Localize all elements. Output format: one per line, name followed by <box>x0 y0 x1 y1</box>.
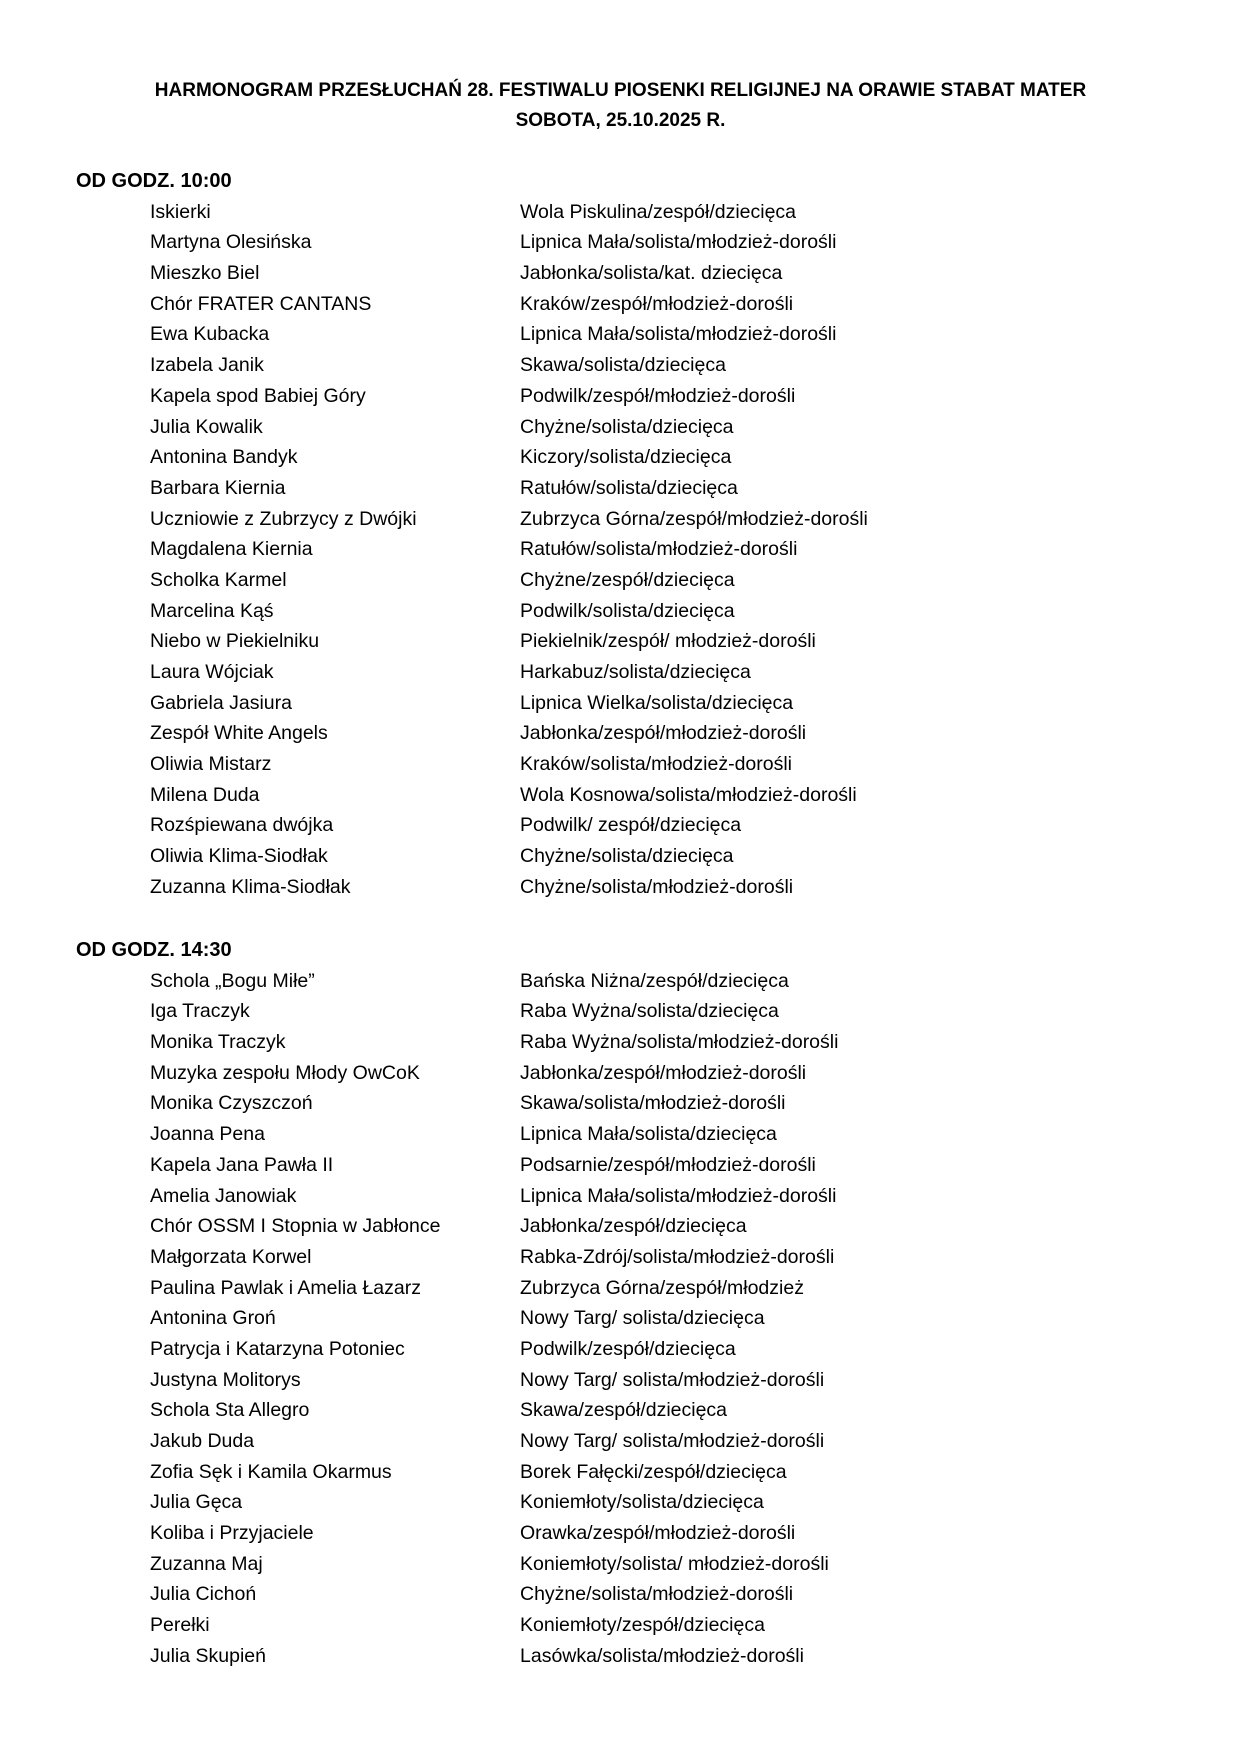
performer-details: Rabka-Zdrój/solista/młodzież-dorośli <box>520 1245 835 1268</box>
performer-name: Muzyka zespołu Młody OwCoK <box>150 1061 420 1084</box>
performer-name: Barbara Kiernia <box>150 476 286 499</box>
performer-row <box>0 1549 1241 1580</box>
performer-list <box>0 197 1241 903</box>
performer-row <box>0 565 1241 596</box>
performer-name: Koliba i Przyjaciele <box>150 1522 314 1545</box>
performer-name: Magdalena Kiernia <box>150 538 313 561</box>
performer-row <box>0 381 1241 412</box>
performer-row <box>0 810 1241 841</box>
performer-row <box>0 1242 1241 1273</box>
performer-details: Wola Kosnowa/solista/młodzież-dorośli <box>520 783 857 806</box>
performer-details: Orawka/zespół/młodzież-dorośli <box>520 1522 796 1545</box>
performer-details: Kiczory/solista/dziecięca <box>520 446 732 469</box>
performer-row <box>0 596 1241 627</box>
performer-name: Iga Traczyk <box>150 1000 250 1023</box>
performer-details: Nowy Targ/ solista/dziecięca <box>520 1307 765 1330</box>
performer-row <box>0 350 1241 381</box>
performer-list <box>0 966 1241 1672</box>
performer-details: Lipnica Mała/solista/dziecięca <box>520 1123 777 1146</box>
performer-details: Chyżne/solista/dziecięca <box>520 845 734 868</box>
performer-details: Raba Wyżna/solista/dziecięca <box>520 1000 779 1023</box>
performer-row <box>0 227 1241 258</box>
performer-details: Ratułów/solista/młodzież-dorośli <box>520 538 798 561</box>
performer-row <box>0 996 1241 1027</box>
performer-name: Chór FRATER CANTANS <box>150 292 372 315</box>
performer-row <box>0 1058 1241 1089</box>
performer-row <box>0 1426 1241 1457</box>
performer-name: Julia Gęca <box>150 1491 243 1514</box>
performer-name: Chór OSSM I Stopnia w Jabłonce <box>150 1215 441 1238</box>
performer-name: Justyna Molitorys <box>150 1368 301 1391</box>
performer-row <box>0 1119 1241 1150</box>
performer-row <box>0 442 1241 473</box>
performer-details: Piekielnik/zespół/ młodzież-dorośli <box>520 630 816 653</box>
performer-details: Jabłonka/zespół/dziecięca <box>520 1215 747 1238</box>
performer-row <box>0 1518 1241 1549</box>
performer-row <box>0 289 1241 320</box>
performer-name: Paulina Pawlak i Amelia Łazarz <box>150 1276 421 1299</box>
performer-row <box>0 319 1241 350</box>
performer-details: Zubrzyca Górna/zespół/młodzież <box>520 1276 804 1299</box>
performer-name: Patrycja i Katarzyna Potoniec <box>150 1337 405 1360</box>
performer-details: Podwilk/ zespół/dziecięca <box>520 814 742 837</box>
performer-details: Raba Wyżna/solista/młodzież-dorośli <box>520 1031 839 1054</box>
performer-name: Izabela Janik <box>150 354 264 377</box>
performer-details: Lipnica Mała/solista/młodzież-dorośli <box>520 1184 837 1207</box>
performer-name: Marcelina Kąś <box>150 599 274 622</box>
performer-details: Nowy Targ/ solista/młodzież-dorośli <box>520 1368 825 1391</box>
performer-name: Gabriela Jasiura <box>150 691 292 714</box>
performer-row <box>0 872 1241 903</box>
performer-details: Chyżne/solista/dziecięca <box>520 415 734 438</box>
performer-name: Schola Sta Allegro <box>150 1399 310 1422</box>
performer-name: Julia Cichoń <box>150 1583 257 1606</box>
performer-name: Kapela Jana Pawła II <box>150 1153 334 1176</box>
performer-row <box>0 1610 1241 1641</box>
performer-name: Oliwia Klima-Siodłak <box>150 845 328 868</box>
performer-name: Zuzanna Klima-Siodłak <box>150 875 351 898</box>
performer-row <box>0 1487 1241 1518</box>
performer-name: Uczniowie z Zubrzycy z Dwójki <box>150 507 417 530</box>
performer-row <box>0 780 1241 811</box>
performer-name: Mieszko Biel <box>150 262 260 285</box>
performer-details: Nowy Targ/ solista/młodzież-dorośli <box>520 1430 825 1452</box>
performer-details: Skawa/zespół/dziecięca <box>520 1399 728 1422</box>
performer-name: Milena Duda <box>150 783 260 806</box>
performer-details: Ratułów/solista/dziecięca <box>520 476 738 499</box>
performer-details: Chyżne/solista/młodzież-dorośli <box>520 875 794 898</box>
performer-name: Julia Skupień <box>150 1644 266 1667</box>
performer-name: Jakub Duda <box>150 1430 255 1452</box>
performer-name: Oliwia Mistarz <box>150 753 272 776</box>
performer-details: Lasówka/solista/młodzież-dorośli <box>520 1644 804 1667</box>
performer-details: Podwilk/solista/dziecięca <box>520 599 735 622</box>
performer-name: Rozśpiewana dwójka <box>150 814 334 837</box>
performer-row <box>0 1273 1241 1304</box>
performer-row <box>0 1334 1241 1365</box>
performer-row <box>0 1211 1241 1242</box>
performer-name: Ewa Kubacka <box>150 323 270 346</box>
performer-details: Chyżne/zespół/dziecięca <box>520 568 735 591</box>
performer-details: Zubrzyca Górna/zespół/młodzież-dorośli <box>520 507 868 530</box>
performer-name: Zuzanna Maj <box>150 1552 263 1575</box>
performer-name: Schola „Bogu Miłe” <box>150 969 315 992</box>
performer-details: Bańska Niżna/zespół/dziecięca <box>520 969 789 992</box>
performer-details: Chyżne/solista/młodzież-dorośli <box>520 1583 794 1606</box>
performer-row <box>0 534 1241 565</box>
performer-details: Jabłonka/solista/kat. dziecięca <box>520 262 783 285</box>
performer-row <box>0 841 1241 872</box>
performer-name: Monika Czyszczoń <box>150 1092 313 1115</box>
performer-details: Podsarnie/zespół/młodzież-dorośli <box>520 1153 816 1176</box>
performer-row <box>0 1303 1241 1334</box>
performer-details: Lipnica Mała/solista/młodzież-dorośli <box>520 323 837 346</box>
performer-row <box>0 626 1241 657</box>
performer-name: Antonina Groń <box>150 1307 276 1330</box>
performer-row <box>0 688 1241 719</box>
performer-name: Amelia Janowiak <box>150 1184 297 1207</box>
performer-details: Jabłonka/zespół/młodzież-dorośli <box>520 1061 807 1084</box>
performer-details: Skawa/solista/dziecięca <box>520 354 726 377</box>
performer-details: Podwilk/zespół/dziecięca <box>520 1337 736 1360</box>
performer-row <box>0 1641 1241 1672</box>
performer-row <box>0 749 1241 780</box>
performer-name: Perełki <box>150 1614 210 1637</box>
performer-details: Koniemłoty/solista/ młodzież-dorośli <box>520 1552 829 1575</box>
performer-details: Skawa/solista/młodzież-dorośli <box>520 1092 786 1115</box>
performer-details: Koniemłoty/solista/dziecięca <box>520 1491 764 1514</box>
performer-name: Małgorzata Korwel <box>150 1245 312 1268</box>
performer-row <box>0 1027 1241 1058</box>
performer-name: Antonina Bandyk <box>150 446 298 469</box>
document-date: SOBOTA, 25.10.2025 R. <box>515 110 726 131</box>
section-heading: OD GODZ. 14:30 <box>76 939 232 961</box>
performer-name: Monika Traczyk <box>150 1031 286 1054</box>
section-heading: OD GODZ. 10:00 <box>76 170 232 192</box>
performer-row <box>0 1579 1241 1610</box>
performer-details: Podwilk/zespół/młodzież-dorośli <box>520 384 796 407</box>
performer-name: Kapela spod Babiej Góry <box>150 384 366 407</box>
performer-name: Zespół White Angels <box>150 722 328 745</box>
performer-row <box>0 1150 1241 1181</box>
document-title: HARMONOGRAM PRZESŁUCHAŃ 28. FESTIWALU PIOSENKI RELIGIJNEJ NA ORAWIE STABAT MATER <box>154 80 1087 101</box>
performer-name: Laura Wójciak <box>150 661 274 683</box>
performer-row <box>0 718 1241 749</box>
performer-details: Wola Piskulina/zespół/dziecięca <box>520 200 797 223</box>
performer-row <box>0 1365 1241 1396</box>
performer-details: Borek Fałęcki/zespół/dziecięca <box>520 1460 787 1483</box>
performer-row <box>0 1181 1241 1212</box>
performer-details: Jabłonka/zespół/młodzież-dorośli <box>520 722 807 745</box>
performer-details: Harkabuz/solista/dziecięca <box>520 661 751 683</box>
performer-name: Julia Kowalik <box>150 415 263 438</box>
performer-name: Zofia Sęk i Kamila Okarmus <box>150 1460 392 1483</box>
performer-name: Scholka Karmel <box>150 568 287 591</box>
performer-name: Niebo w Piekielniku <box>150 630 320 653</box>
performer-name: Martyna Olesińska <box>150 231 312 254</box>
performer-row <box>0 412 1241 443</box>
performer-details: Lipnica Wielka/solista/dziecięca <box>520 691 794 714</box>
performer-details: Kraków/solista/młodzież-dorośli <box>520 753 793 776</box>
performer-name: Iskierki <box>150 200 211 223</box>
performer-details: Lipnica Mała/solista/młodzież-dorośli <box>520 231 837 254</box>
performer-name: Joanna Pena <box>150 1123 265 1146</box>
performer-row <box>0 1457 1241 1488</box>
performer-row <box>0 197 1241 228</box>
performer-row <box>0 657 1241 688</box>
performer-details: Koniemłoty/zespół/dziecięca <box>520 1614 765 1637</box>
performer-row <box>0 504 1241 535</box>
performer-row <box>0 258 1241 289</box>
performer-row <box>0 966 1241 997</box>
performer-row <box>0 473 1241 504</box>
performer-row <box>0 1395 1241 1426</box>
performer-row <box>0 1088 1241 1119</box>
performer-details: Kraków/zespół/młodzież-dorośli <box>520 292 794 315</box>
